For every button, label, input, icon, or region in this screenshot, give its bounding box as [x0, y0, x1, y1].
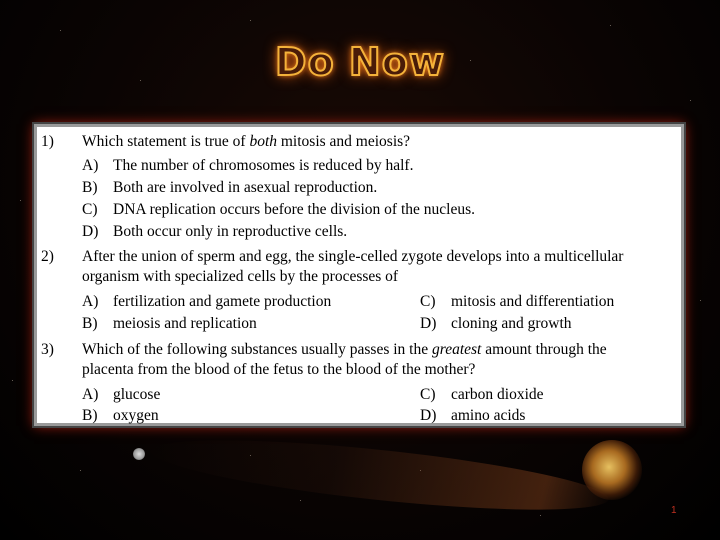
moon-icon: [133, 448, 145, 460]
question-text: Which of the following substances usually passes in the greatest amount through the placenta from the blood of the fetus to the blood of the mother?: [82, 341, 607, 378]
question-number: 2): [41, 248, 54, 265]
option-2b[interactable]: B) meiosis and replication: [82, 315, 257, 332]
option-2a[interactable]: A) fertilization and gamete production: [82, 293, 332, 310]
question-text: After the union of sperm and egg, the single-celled zygote develops into a multicellular organism with specialized cells by the processes of: [82, 248, 624, 285]
option-3a[interactable]: A) glucose: [82, 386, 161, 403]
slide-title: Do Now: [275, 40, 445, 84]
question-text: Which statement is true of both mitosis and meiosis?: [82, 133, 411, 150]
comet-tail-decoration: [149, 426, 612, 524]
option-3b[interactable]: B) oxygen: [82, 407, 159, 424]
comet-icon: [582, 440, 642, 500]
option-1c[interactable]: C) DNA replication occurs before the division of the nucleus.: [82, 201, 475, 218]
option-3c[interactable]: C) carbon dioxide: [420, 386, 544, 403]
page-number: 1: [671, 505, 677, 516]
option-3d[interactable]: D) amino acids: [420, 407, 526, 424]
questions-panel: [34, 124, 684, 426]
option-1a[interactable]: A) The number of chromosomes is reduced by half.: [82, 157, 414, 174]
option-2d[interactable]: D) cloning and growth: [420, 315, 572, 332]
option-1b[interactable]: B) Both are involved in asexual reproduction.: [82, 179, 378, 196]
option-1d[interactable]: D) Both occur only in reproductive cells.: [82, 223, 348, 240]
option-2c[interactable]: C) mitosis and differentiation: [420, 293, 615, 310]
question-number: 3): [41, 341, 54, 358]
question-number: 1): [41, 133, 54, 150]
